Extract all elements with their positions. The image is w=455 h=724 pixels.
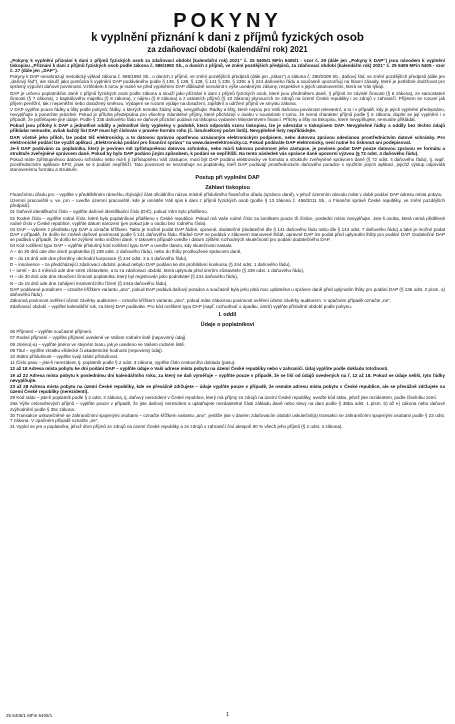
intro-paragraph: Pokud máte zpřístupněnou datovou schránku nebo má-li ji zpřístupněnu Váš zástupce, musí být DAP podáno elektronicky ve formátu a struktuře zveřejněné správcem daně (§ 72 odst. 4 daňového řádu), tj. např. prostřednictvím aplikace EPO, jinak se k podání nepřihlíží. Tato povinnost se nevztahuje na poplatníky, kteří DAP podávají prostřednictvím daňového poradce s využitím jiných aplikací, jejichž výstup odpovídá stanovenému formátu a struktuře. xyxy=(10,157,445,173)
section-paragraph: 03 DAP – vyberte z předtisku typ DAP a označte křížkem. Takto je možné podat DAP řádné, opravné, dodatečné (dodatečné dle § 141 daňového řádu nebo dle § 143 odst. 7 daňového řádu) a také je možné podat DAP v případě, že došlo ke změně daňové povinnosti podle § 141 daňového řádu. Řádné DAP se podává v zákonem stanovené lhůtě, opravné DAP lze podat před uplynutím lhůty pro podání DAP. Dodatečné DAP se podává v případě, že došlo ke zvýšení nebo snížení daně. V takovém případě uveďte i datum zjištění rozhodných skutečností pro podání dodatečného DAP. xyxy=(10,226,445,243)
intro-paragraph: Pokyny k DAP nenahrazují metodický výklad zákona č. 586/1992 Sb., o daních z příjmů, ve znění pozdějších předpisů (dále jen „zákon“) a zákona č. 280/2009 Sb., daňový řád, ve znění pozdějších předpisů (dále jen „daňový řád“), ale slouží jako pomůcka k vyplnění DAP podáváného podle § 135, § 136, § 138, § 141 § 238, § 239c a § 244 daňového řádu a současně upozorňují na hlavní zásady, které je potřebné dodržovat pro správný výpočet daňové povinnosti. Vzhledem k tomu je nutné se před vyplněním DAP důkladně seznámit s výše uvedenými zákony, respektive s jejich ustanoveními, která se Vás týkají. xyxy=(10,74,445,90)
section-paragraph: Finančnímu úřadu pro – vyplňte v předtištěném rámečku zbývající část oficiálního názvu místně příslušného finančního úřadu (správce daně), v jehož územním obvodu máte v době podání DAP adresu místa pobytu. xyxy=(10,191,443,197)
intro-paragraph: Je-li DAP podáváno za poplatníka, který je povinen mít zpřístupněnou datovou schránku, nebo má-li takovou povinnost jeho zástupce, je povinen podat DAP pouze datovou zprávou ve formátu a struktuře zveřejněné správcem daně. Pokud by bylo DAP podáno jiným způsobem, k podání se nepřihlíží. Na tento následek vás správce daně upozorní výzvou (§ 72 odst. 4 daňového řádu). xyxy=(10,145,445,156)
section-item: I – úmrtí – do 3 měsíců ode dne smrti zůstavitele, a to za zdaňovací období, která uplynula před úmrtím zůstavitele (§ 239 odst. 1 daňového řádu), xyxy=(10,268,305,274)
section-item: 19 až 22 Adresa místa pobytu k poslednímu dni kalendářního roku, za který se daň vyměřuje – vyplňte pouze v případě, že se liší od údajů uvedených na ř. 12 až 18. Pokud se údaje neliší, tyto řádky nevyplňujte. xyxy=(10,372,445,383)
section-subtitle: Záhlaví tiskopisu xyxy=(205,184,250,191)
intro-section xyxy=(10,58,445,172)
section-item: H – do 30 dnů ode dne skončení činnosti poplatníka, který byl registrován jako podnikatel (§ 244 daňového řádu), xyxy=(10,274,238,280)
form-code: 25 5405/1 MFin 5405/1 xyxy=(6,713,53,718)
section-title: Postup při vyplnění DAP xyxy=(195,175,260,182)
section-item: Zákonná povinnost ověření účetní závěrky auditorem – označte křížkem variantu „ano“, pokud máte zákonnou povinnost ověření účetní závěrky auditorem. V opačném případě označte „ne“. xyxy=(10,298,391,304)
document-subtitle: k vyplnění přiznání k dani z příjmů fyzických osob xyxy=(91,32,364,44)
section-item: 06 Příjmení – vyplňte současné příjmení. xyxy=(10,329,93,335)
section-paragraph: 01 Daňové identifikační číslo – vyplňte daňové identifikační číslo (DIČ), pokud Vám bylo přiděleno. xyxy=(10,209,208,215)
section-item: 23 až 28 Adresa místa pobytu na území České republiky, kde se převážně zdržujete – údaje vyplňte pouze v případě, že nemáte adresu místa pobytu v České republice, ale se převážně zdržujete na území České republiky (nerezidenti). xyxy=(10,383,445,395)
intro-paragraph: V DAP vyplňte pouze řádky a lišty podle pokynů; řádky, u kterých nemáte žádný údaj, nevyplňujte. Řádky a lišty, které nejsou pro Vaši daňovou povinnost relevantní, a to i v případě, kdy je jejich vyplnění předepsáno, nevyplňujte a ponechte prázdné. Pokud je příloha předepsána pro všechny zdanitelné příjmy, které přicházejí v úvahu v souvislosti s tomu, že nemá charakter příjmů podle § 6 zákona, doplní se její vyplnění i v případě, že potřebujete jiné údaje. Podle § 235 daňového řádu se daňové přiznání podává na tiskopisu vydaném Ministerstvem financí. Přílohy a lišty na tiskopisu, které nevyplňujete, nemusíte přikládat. xyxy=(10,106,445,123)
section-item: 10 Státní příslušnost – vyplňte svoji státní příslušnost. xyxy=(10,353,119,359)
intro-paragraph: DAP je určeno poplatníkům daně z příjmů fyzických osob podle zákona a slouží jako přiznání k dani z příjmů fyzických osob, které jsou předmětem daně, § příjmů ze závislé činnosti (§ 6 zákona), ze samostatné činnosti (§ 7 zákona), z kapitálového majetku (§ 8 zákona), z nájmu (§ 9 zákona) a z ostatních příjmů (§ 10 zákona) plynoucích ze zdrojů na území České republiky i ze zdrojů v zahraničí. Příjmem se rozumí jak příjem peněžní, tak i nepeněžní nebo dosažený směnou. Výdajem se rozumí výdaje na dosažení, zajištění a udržení příjmů ve smyslu zákona. xyxy=(10,90,445,106)
intro-paragraph: „Pokyny k vyplnění přiznání k dani z příjmů fyzických osob za zdaňovací období (kalendářní rok) 2021“ č. 25 5405/1 MFin 5405/1 - vzor č. 29 (dále jen „Pokyny k DAP“) jsou návodem k vyplnění tiskopisu „Přiznání k dani z příjmů fyzických osob podle zákona č. 586/1992 Sb., o daních z příjmů, ve znění pozdějších předpisů, za zdaňovací období (kalendářní rok) 2021“ č. 25 5405 MFin 5405 - vzor č. 27 (dále jen „DAP“). xyxy=(10,58,445,74)
section-item: 31 Vyplní se jen u poplatníka, jehož úhrn příjmů ze zdrojů na území České republiky a ze zdrojů v zahraničí činí alespoň 90 % všech jeho příjmů (§ 2 odst. 3 zákona). xyxy=(10,424,343,430)
section-item: N – do 15 dnů ode dne zahájení insolvenčního řízení (§ 244a daňového řádu), xyxy=(10,280,168,286)
section-item: 09 Titul – vyplňte zkratku vědecké či akademické hodnosti (nepovinný údaj). xyxy=(10,347,163,353)
section-item: 30 Transakce uskutečněné se zahraničními spojenými osobami – označte křížkem variantu „ano“, jestliže jste v daném zdaňovacím období uskutečnil(a) transakci se zahraničními spojenými osobami podle § 23 odst. 7 zákona. V opačném případě označte „ne“. xyxy=(10,412,445,423)
section-paragraph: Územní pracoviště v, ve, pro – uveďte územní pracoviště, kde je umístěn Váš spis k dani z příjmů fyzických osob (podle § 13 zákona č. 456/2011 Sb., o Finanční správě České republiky, ve znění pozdějších předpisů). xyxy=(10,198,445,209)
section-title: I. oddíl xyxy=(218,312,237,319)
section-taxpayer xyxy=(10,312,445,429)
intro-paragraph: Pokud jsou přílohy k DAP a jednotlivé oddíly a jednotlivé listy vyplněny v podobě, která odpovídá vzoru tiskopisu, lze je odevzdat s tiskopisem DAP. Nevyplněné řádky a oddíly bez těchto údajů přikládat nemusíte, avšak každý list DAP musí být číslován v pravém horním rohu (č. listu/celkový počet listů). Nevyplněné listy nepřikládejte. xyxy=(10,123,445,134)
section-item: Zdaňovací období – vyplňte kalendářní rok, za který DAP podáváte. Pro kód rozlišení typu DAP (např. rozhodnutí o úpadku, úmrtí) vyplňte příslušné období podle pokynu. xyxy=(10,304,353,310)
section-item: 08 Jméno(-a) – vyplňte jméno ve stejném tvaru, jak je uvedeno ve Vašem rodném listě. xyxy=(10,341,186,347)
section-item: 12 až 18 Adresa místa pobytu ke dni podání DAP – vyplňte údaje o Vaší adrese místa pobytu na území České republiky nebo v zahraničí. Údaj vyplňte podle dokladu totožnosti. xyxy=(10,366,389,372)
section-item: 11 Číslo pasu – jste-li nerezident, tj. poplatník podle § 2 odst. 3 zákona, vyplňte číslo cestovního dokladu (pasu). xyxy=(10,360,236,366)
section-item: 07 Rodné příjmení – vyplňte příjmení uvedené ve Vašem rodném listě (nepovinný údaj). xyxy=(10,335,187,341)
page-number: 1 xyxy=(225,712,230,718)
section-item: A – do 30 dnů ode dne úmrtí poplatníka (§ 239 odst. 2 daňového řádu), nebo do lhůty prodloužené správcem daně, xyxy=(10,249,242,255)
section-paragraph: 02 Rodné číslo – vyplňte rodné číslo, které bylo poplatníkovi přiděleno v České republice. Pokud má Vaše rodné číslo za lomítkem pouze tři číslice, poslední místo nevyplňujte. Jste-li osoba, která nemá přidělené rodné číslo v České republice, vyplňte datum narození (jen pokud jde o osobu bez rodného čísla). xyxy=(10,215,445,226)
section-item: 29a Výše celosvětových příjmů – vyplňte pouze v případě, že jste daňový nerezident a uplatňujete nezdanitelné části základu daně nebo slevy na dani podle § 35ba odst. 1 písm. b) až e) zákona nebo daňové zvýhodnění podle § 35c zákona. xyxy=(10,401,445,412)
intro-paragraph: DAP, včetně jeho příloh, lze podat též elektronicky, a to datovou zprávou opatřenou uznávaným elektronickým podpisem, nebo datovou zprávou odeslanou prostřednictvím datové schránky. Pro elektronické podání lze využít aplikaci „Elektronická podání pro finanční správu“ na www.daneelektronicky.cz. Pokud podáváte DAP elektronicky, není nutné ho tisknout ani podepisovat. xyxy=(10,134,445,145)
section-subtitle: Údaje o poplatníkovi xyxy=(200,321,255,328)
section-item: D – insolvence – za předcházející zdaňovací období, pokud nebylo DAP podáno ke dni prohlášení konkursu (§ 244 odst. 1 daňového řádu), xyxy=(10,261,291,267)
section-item: B – do 15 dnů ode dne přeměny obchodní korporace (§ 244 odst. 3 a 4 daňového řádu), xyxy=(10,255,188,261)
document-period: za zdaňovací období (kalendářní rok) 2021 xyxy=(147,45,308,54)
section-procedure xyxy=(10,175,445,309)
section-item: DAP podávané poradcem – označte křížkem variantu „ano“, pokud DAP podává daňový poradce a současně byla jeho plná moc uplatněna u správce daně před uplynutím lhůty pro podání DAP (§ 136 odst. 2 písm. a) daňového řádu). xyxy=(10,286,445,297)
document-title: POKYNY xyxy=(173,10,282,32)
section-item: 04 Kód rozlišení typu DAP – vyplňte příslušný kód rozlišení typu DAP a uveďte datum, kdy skutečnosti nastala xyxy=(10,243,232,249)
section-item: 29 Kód státu – jste-li poplatník podle § 2 odst. 3 zákona, tj. daňový nerezident v České republice, který má příjmy ze zdrojů na území České republiky, uveďte kód státu, jehož jste rezidentem, podle číselníku zemí. xyxy=(10,395,438,401)
